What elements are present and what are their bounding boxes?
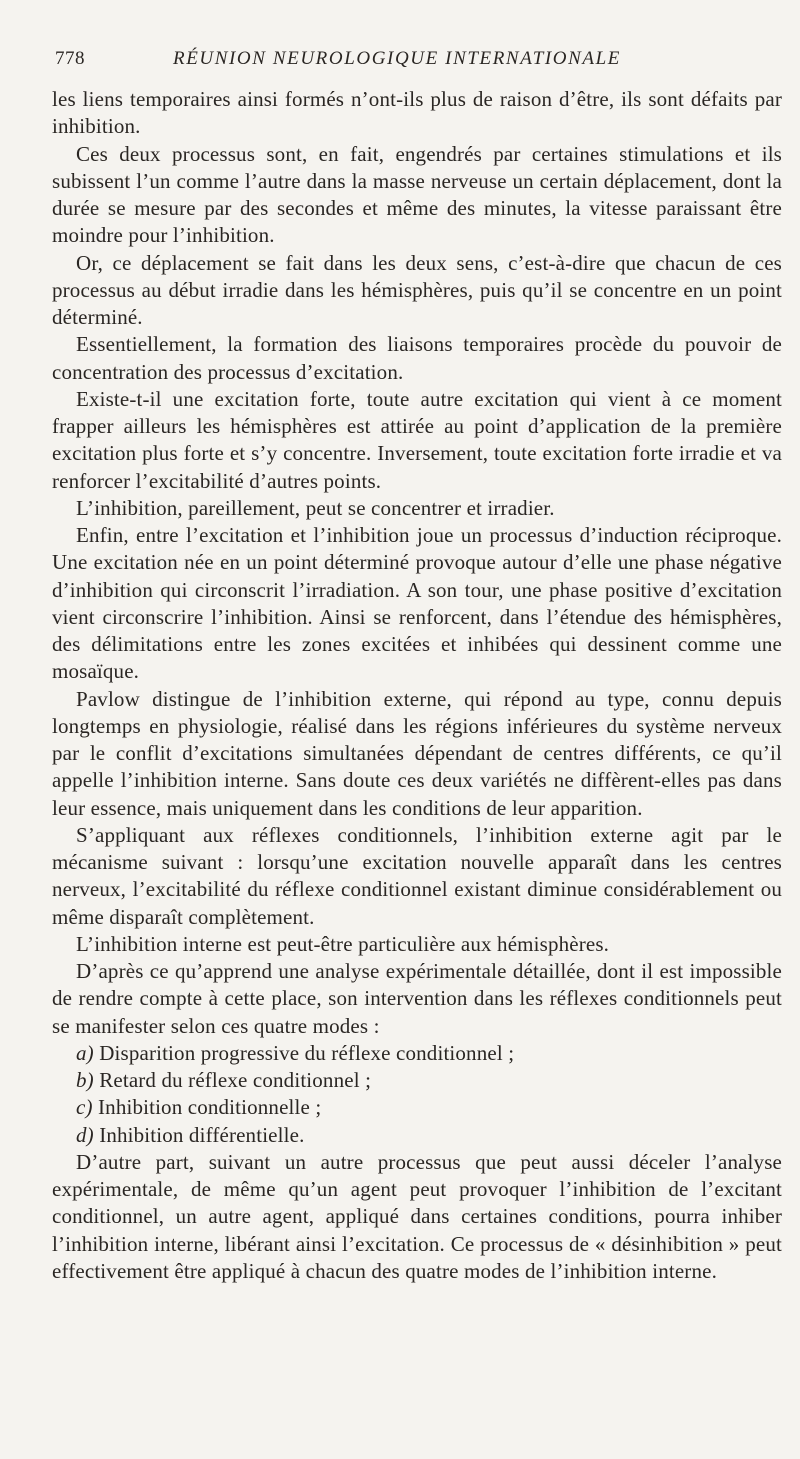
mode-text: Disparition progressive du réflexe conditionnel ; <box>99 1040 515 1065</box>
paragraph: D’après ce qu’apprend une analyse expérimentale détaillée, dont il est impossible de rendre compte à cette place, son intervention dans les réflexes conditionnels peut se manifester selon ces quatre modes : <box>52 959 782 1038</box>
page-number: 778 <box>55 48 85 69</box>
paragraph: L’inhibition, pareillement, peut se concentrer et irradier. <box>76 495 555 520</box>
mode-item <box>52 1067 782 1094</box>
paragraph: Or, ce déplacement se fait dans les deux sens, c’est-à-dire que chacun de ces processus au début irradie dans les hémisphères, puis qu’il se concentre en un point déterminé. <box>52 250 782 329</box>
body-text <box>52 86 782 1285</box>
mode-label: a) <box>76 1040 94 1065</box>
paragraph: Pavlow distingue de l’inhibition externe, qui répond au type, connu depuis longtemps en physiologie, réalisé dans les régions inférieures du système nerveux par le conflit d’excitations simultanées dépendant de centres différents, ce qu’il appelle l’inhibition interne. Sans doute ces deux variétés ne diffèrent-elles pas dans leur essence, mais uniquement dans les conditions de leur apparition. <box>52 686 782 820</box>
mode-label: d) <box>76 1122 94 1147</box>
closing-paragraph: D’autre part, suivant un autre processus que peut aussi déceler l’analyse expérimentale, de même qu’un agent peut provoquer l’inhibition de l’excitant conditionnel, un autre agent, appliqué dans certaines conditions, pourra inhiber l’inhibition interne, libérant ainsi l’excitation. Ce processus de « désinhibition » peut effectivement être appliqué à chacun des quatre modes de l’inhibition interne. <box>52 1149 782 1283</box>
paragraph: les liens temporaires ainsi formés n’ont-ils plus de raison d’être, ils sont défaits par inhibition. <box>52 87 782 139</box>
paragraph: Essentiellement, la formation des liaisons temporaires procède du pouvoir de concentration des processus d’excitation. <box>52 332 782 384</box>
paragraph: Enfin, entre l’excitation et l’inhibition joue un processus d’induction réciproque. Une excitation née en un point déterminé provoque autour d’elle une phase négative d’inhibition qui circonscrit l’irradiation. A son tour, une phase positive d’excitation vient circonscrire l’inhibition. Ainsi se renforcent, dans l’étendue des hémisphères, des délimitations entre les zones excitées et inhibées qui dessinent comme une mosaïque. <box>52 523 782 684</box>
mode-text: Retard du réflexe conditionnel ; <box>99 1068 372 1092</box>
mode-text: Inhibition différentielle. <box>99 1122 305 1147</box>
mode-item <box>52 1122 782 1149</box>
mode-label: b) <box>76 1068 94 1092</box>
mode-label: c) <box>76 1095 93 1120</box>
mode-text: Inhibition conditionnelle ; <box>98 1095 322 1120</box>
running-title: RÉUNION NEUROLOGIQUE INTERNATIONALE <box>173 48 621 69</box>
paragraph: Ces deux processus sont, en fait, engendrés par certaines stimulations et ils subissent l’un comme l’autre dans la masse nerveuse un certain déplacement, dont la durée se mesure par des secondes et même des minutes, la vitesse paraissant être moindre pour l’inhibition. <box>52 141 782 248</box>
paragraph: Existe-t-il une excitation forte, toute autre excitation qui vient à ce moment frapper ailleurs les hémisphères est attirée au point d’application de la première excitation plus forte et s’y concentre. Inversement, toute excitation forte irradie et va renforcer l’excitabilité d’autres points. <box>52 386 782 493</box>
paragraph: L’inhibition interne est peut-être particulière aux hémisphères. <box>76 931 610 956</box>
mode-item <box>52 1094 782 1121</box>
mode-item <box>52 1040 782 1067</box>
running-header <box>55 48 755 70</box>
paragraph: S’appliquant aux réflexes conditionnels, l’inhibition externe agit par le mécanisme suivant : lorsqu’une excitation nouvelle apparaît dans les centres nerveux, l’excitabilité du réflexe conditionnel existant diminue considérablement ou même disparaît complètement. <box>52 822 782 929</box>
